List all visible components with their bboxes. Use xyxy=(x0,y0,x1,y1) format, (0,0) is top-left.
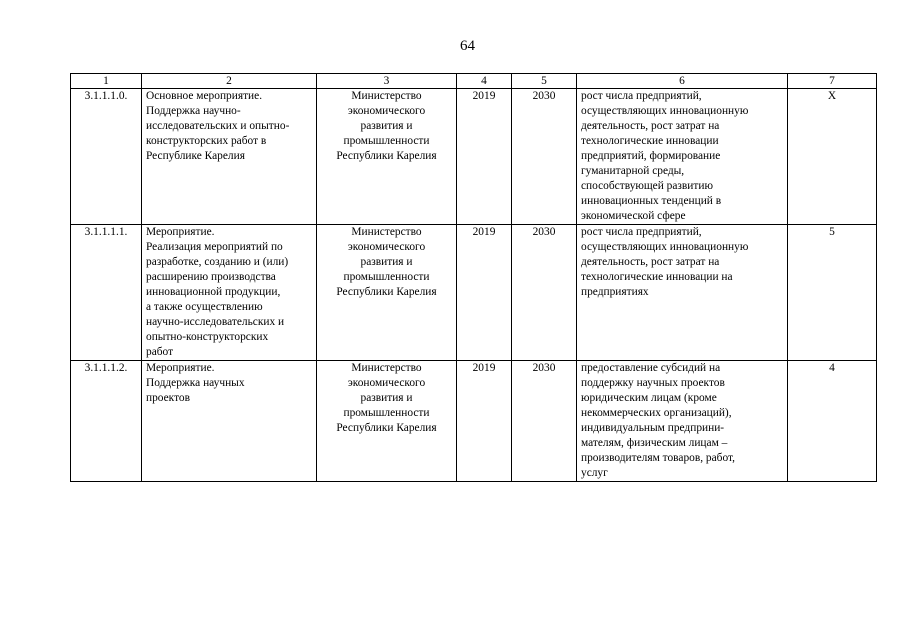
table-row xyxy=(71,361,877,482)
header-row xyxy=(71,74,877,89)
code-cell: 3.1.1.1.1. xyxy=(71,225,142,361)
result-cell: рост числа предприятий, осуществляющих инновационную деятельность, рост затрат на технологические инновации на предприятиях xyxy=(577,225,788,361)
code-cell: 3.1.1.1.0. xyxy=(71,89,142,225)
header-cell-1: 1 xyxy=(71,74,142,89)
start-year-cell: 2019 xyxy=(457,89,512,225)
name-cell: Основное мероприятие. Поддержка научно- исследовательских и опытно- конструкторских работ в Республике Карелия xyxy=(142,89,317,225)
executor-cell: Министерство экономического развития и промышленности Республики Карелия xyxy=(317,225,457,361)
header-cell-6: 6 xyxy=(577,74,788,89)
table-row xyxy=(71,89,877,225)
executor-cell: Министерство экономического развития и промышленности Республики Карелия xyxy=(317,361,457,482)
indicator-cell: Х xyxy=(788,89,877,225)
start-year-cell: 2019 xyxy=(457,361,512,482)
header-cell-2: 2 xyxy=(142,74,317,89)
result-cell: предоставление субсидий на поддержку научных проектов юридическим лицам (кроме некоммерческих организаций), индивидуальным предприни- мателям, физическим лицам – производителям товаров, работ, услуг xyxy=(577,361,788,482)
header-cell-5: 5 xyxy=(512,74,577,89)
end-year-cell: 2030 xyxy=(512,225,577,361)
measures-table xyxy=(70,73,877,482)
result-cell: рост числа предприятий, осуществляющих инновационную деятельность, рост затрат на технологические инновации предприятий, формирование гуманитарной среды, способствующей развитию инновационных тенденций в экономической сфере xyxy=(577,89,788,225)
header-cell-4: 4 xyxy=(457,74,512,89)
indicator-cell: 5 xyxy=(788,225,877,361)
end-year-cell: 2030 xyxy=(512,89,577,225)
code-cell: 3.1.1.1.2. xyxy=(71,361,142,482)
end-year-cell: 2030 xyxy=(512,361,577,482)
name-cell: Мероприятие. Реализация мероприятий по разработке, созданию и (или) расширению производства инновационной продукции, а также осуществлению научно-исследовательских и опытно-конструкторских работ xyxy=(142,225,317,361)
name-cell: Мероприятие. Поддержка научных проектов xyxy=(142,361,317,482)
header-cell-3: 3 xyxy=(317,74,457,89)
page-number: 64 xyxy=(460,38,475,54)
executor-cell: Министерство экономического развития и промышленности Республики Карелия xyxy=(317,89,457,225)
header-cell-7: 7 xyxy=(788,74,877,89)
start-year-cell: 2019 xyxy=(457,225,512,361)
table-row xyxy=(71,225,877,361)
indicator-cell: 4 xyxy=(788,361,877,482)
